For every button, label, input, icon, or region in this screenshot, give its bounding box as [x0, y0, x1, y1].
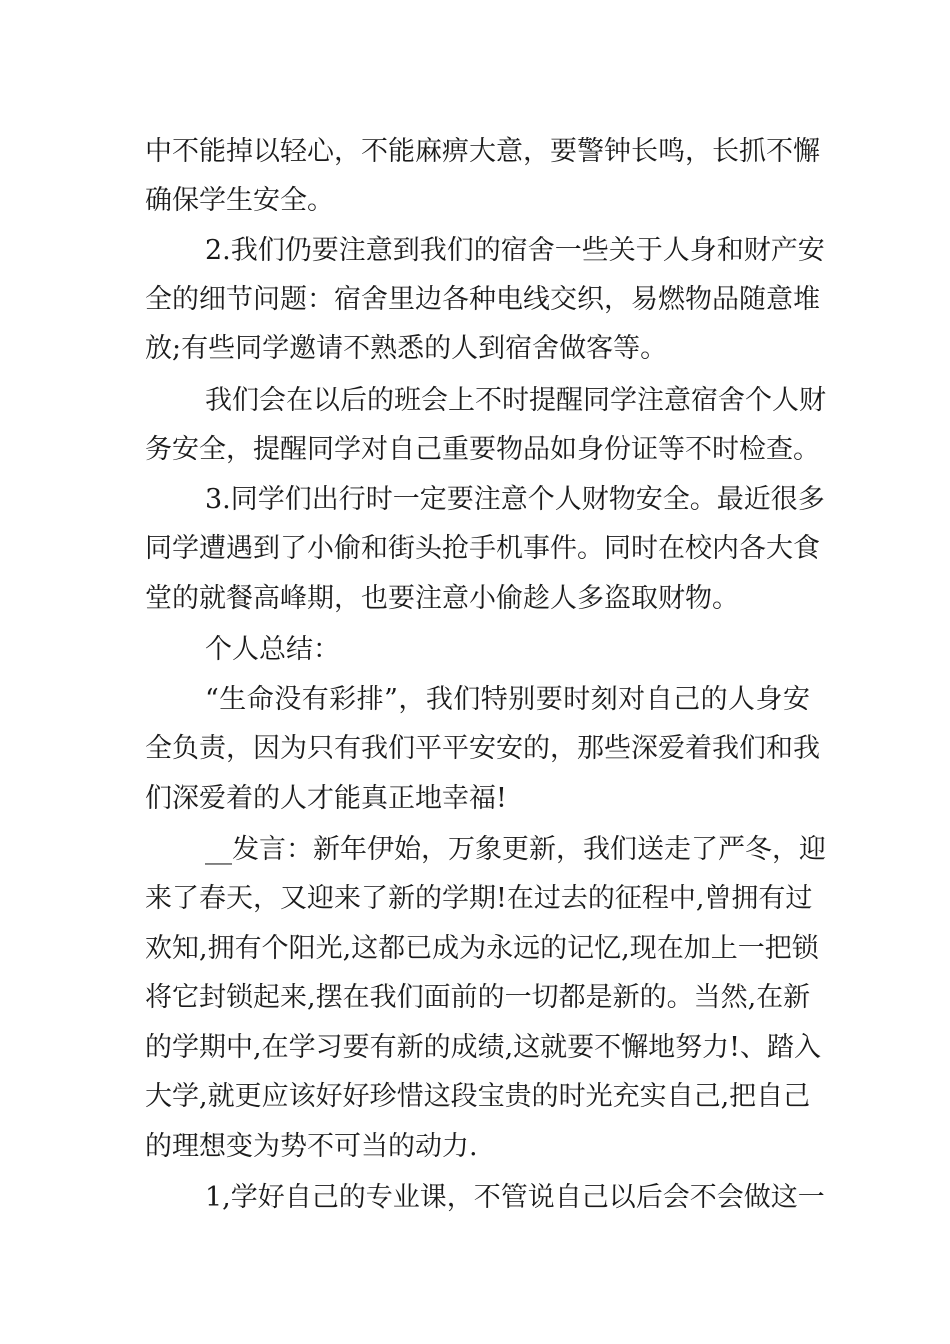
text-line: 堂的就餐高峰期，也要注意小偷趁人多盗取财物。 — [145, 583, 739, 614]
text-line: 同学遭遇到了小偷和街头抢手机事件。同时在校内各大食 — [145, 533, 820, 564]
text-line: 中不能掉以轻心，不能麻痹大意，要警钟长鸣，长抓不懈 — [145, 136, 820, 167]
text-line: __发言：新年伊始，万象更新，我们送走了严冬，迎 — [205, 834, 826, 865]
text-line: 的理想变为势不可当的动力. — [145, 1131, 478, 1162]
text-line: 来了春天，又迎来了新的学期!在过去的征程中,曾拥有过 — [145, 883, 813, 914]
text-line: 务安全，提醒同学对自己重要物品如身份证等不时检查。 — [145, 434, 820, 465]
text-line: 2.我们仍要注意到我们的宿舍一些关于人身和财产安 — [205, 235, 825, 266]
text-line: 我们会在以后的班会上不时提醒同学注意宿舍个人财 — [205, 385, 826, 416]
text-line: 们深爱着的人才能真正地幸福! — [145, 783, 507, 814]
text-line: 确保学生安全。 — [145, 185, 334, 216]
text-line: 全负责，因为只有我们平平安安的，那些深爱着我们和我 — [145, 733, 820, 764]
text-line: “生命没有彩排”，我们特别要时刻对自己的人身安 — [205, 684, 810, 715]
text-line: 个人总结： — [205, 634, 340, 665]
text-line: 放;有些同学邀请不熟悉的人到宿舍做客等。 — [145, 333, 668, 364]
text-line: 大学,就更应该好好珍惜这段宝贵的时光充实自己,把自己 — [145, 1081, 811, 1112]
text-line: 欢知,拥有个阳光,这都已成为永远的记忆,现在加上一把锁 — [145, 933, 819, 964]
text-line: 将它封锁起来,摆在我们面前的一切都是新的。当然,在新 — [145, 982, 811, 1013]
text-line: 的学期中,在学习要有新的成绩,这就要不懈地努力!、踏入 — [145, 1032, 822, 1063]
text-line: 3.同学们出行时一定要注意个人财物安全。最近很多 — [205, 484, 825, 515]
text-line: 全的细节问题：宿舍里边各种电线交织，易燃物品随意堆 — [145, 284, 820, 315]
text-line: 1,学好自己的专业课，不管说自己以后会不会做这一 — [205, 1182, 825, 1213]
